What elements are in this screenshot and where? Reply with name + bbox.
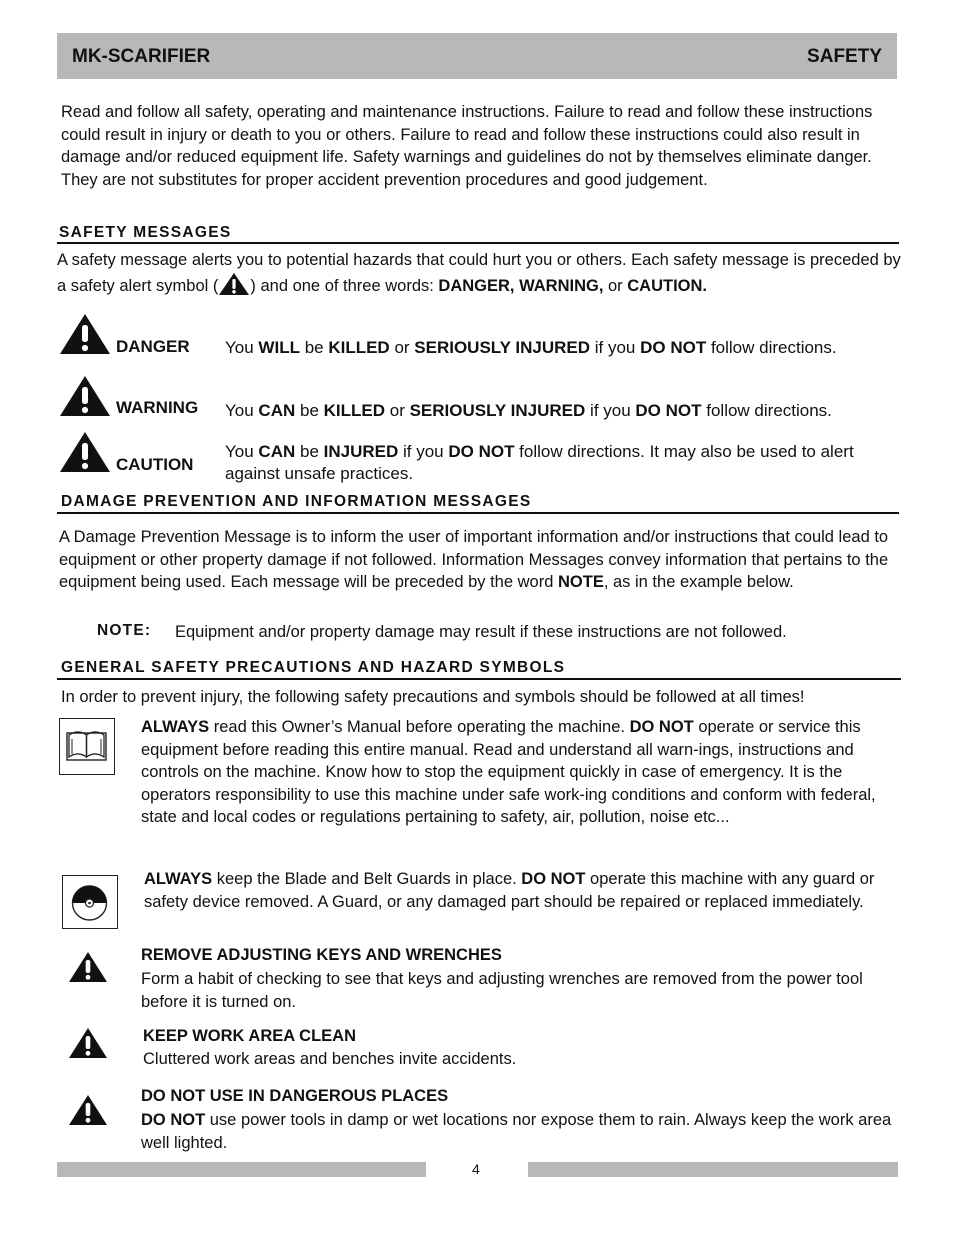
heading-safety-messages: SAFETY MESSAGES: [59, 224, 232, 241]
safety-messages-paragraph: A safety message alerts you to potential hazards that could hurt you or others. Each safety message is preceded by a safety alert symbol ( ) and one of three words: DANGER, WARNING, or CAUTION.: [57, 251, 901, 295]
heading-rule: [57, 678, 901, 680]
note-text: Equipment and/or property damage may result if these instructions are not followed.: [175, 623, 787, 641]
keys-text: Form a habit of checking to see that keys and adjusting wrenches are removed from the power tool before it is turned on.: [141, 970, 863, 1011]
heading-rule: [57, 512, 899, 514]
warning-message: You CAN be KILLED or SERIOUSLY INJURED if you DO NOT follow directions.: [225, 401, 832, 420]
dangerous-places-warning-icon: [68, 1094, 108, 1126]
clean-title: KEEP WORK AREA CLEAN: [143, 1027, 356, 1045]
caution-alert-icon: [59, 431, 111, 473]
section-title-safety: SAFETY: [807, 46, 882, 67]
page-number: 4: [472, 1161, 480, 1177]
places-text: DO NOT use power tools in damp or wet locations nor expose them to rain. Always keep the work area well lighted.: [141, 1111, 892, 1152]
clean-text: Cluttered work areas and benches invite accidents.: [143, 1050, 517, 1068]
work-area-warning-icon: [68, 1027, 108, 1059]
warning-alert-icon: [59, 375, 111, 417]
heading-rule: [57, 242, 899, 244]
owners-manual-symbol: [59, 718, 115, 775]
signal-word-caution: CAUTION: [116, 455, 194, 474]
signal-word-danger: DANGER: [116, 337, 190, 356]
open-book-icon: [60, 719, 113, 773]
signal-word-warning: WARNING: [116, 398, 199, 417]
caution-message: You CAN be INJURED if you DO NOT follow directions. It may also be used to alert against unsafe practices.: [225, 442, 854, 483]
heading-damage-prevention: DAMAGE PREVENTION AND INFORMATION MESSAGES: [61, 493, 532, 510]
footer-bar-right: [528, 1162, 898, 1177]
manual-precaution: ALWAYS read this Owner’s Manual before operating the machine. DO NOT operate or service this equipment before reading this entire manual. Read and understand all warn-ings, instructions and controls on the machine. Know how to stop the equipment quickly in case of emergency. It is the operators responsibility to use this machine under safe work-ing conditions and conform with federal, state and local codes or regulations pertaining to safety, air, pollution, noise etc...: [141, 718, 876, 827]
heading-general-safety: GENERAL SAFETY PRECAUTIONS AND HAZARD SYMBOLS: [61, 659, 566, 676]
keys-title: REMOVE ADJUSTING KEYS AND WRENCHES: [141, 946, 502, 964]
blade-guard-icon: [63, 876, 116, 927]
keys-warning-icon: [68, 951, 108, 983]
danger-message: You WILL be KILLED or SERIOUSLY INJURED if you DO NOT follow directions.: [225, 338, 837, 357]
inline-safety-alert-icon: [218, 272, 250, 296]
damage-prevention-paragraph: A Damage Prevention Message is to inform the user of important information and/or instructions that could lead to equipment or other property damage if not followed. Information Messages convey information that pertains to the equipment being used. Each message will be preceded by the word NOTE, as in the example below.: [59, 528, 889, 592]
note-label: NOTE:: [97, 622, 152, 639]
footer-bar-left: [57, 1162, 426, 1177]
danger-alert-icon: [59, 313, 111, 355]
guard-precaution: ALWAYS keep the Blade and Belt Guards in place. DO NOT operate this machine with any guard or safety device removed. A Guard, or any damaged part should be repaired or replaced immediately.: [144, 870, 875, 911]
blade-guard-symbol: [62, 875, 118, 929]
document-title: MK-SCARIFIER: [72, 46, 211, 67]
general-intro: In order to prevent injury, the following safety precautions and symbols should be followed at all times!: [61, 688, 805, 706]
intro-paragraph: Read and follow all safety, operating and maintenance instructions. Failure to read and follow these instructions could result in injury or death to you or others. Failure to read and follow these instructions could also result in damage and/or reduced equipment life. Safety warnings and guidelines do not by themselves eliminate danger. They are not substitutes for proper accident prevention procedures and good judgement.: [61, 103, 873, 189]
places-title: DO NOT USE IN DANGEROUS PLACES: [141, 1087, 449, 1105]
